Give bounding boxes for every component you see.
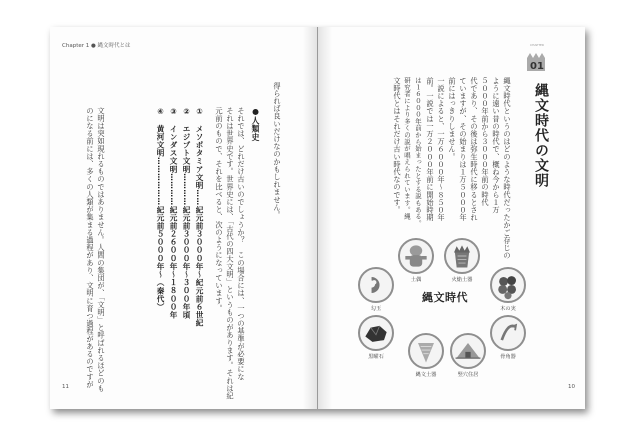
dogu-icon [398, 238, 434, 274]
chapter-number: 01 [530, 61, 544, 72]
civilization-list-item: ② エジプト文明…………紀元前３０００年～３００年頃 [182, 107, 191, 319]
left-page [50, 27, 318, 409]
item-label: 勾玉 [370, 306, 382, 312]
text-column: 得られば良いだけなのかもしれません。 [273, 82, 282, 219]
chapter-badge-label: CHAPTER [529, 43, 545, 47]
book-spread [50, 27, 585, 409]
magatama-icon [358, 267, 394, 303]
text-column: 一説によると、一万６０００年〜８５０年 [437, 77, 446, 222]
pit-dwelling-icon [450, 333, 486, 369]
text-column: 前にはっきりしません。 [448, 77, 457, 161]
civilization-list-item: ① メソポタミア文明……紀元前３０００年～紀元前６世紀 [195, 107, 204, 328]
text-column: 前。一説では一万２０００年前に開始時期 [426, 77, 435, 222]
text-column: 縄文時代というのはどのような時代だったかご存じの [503, 77, 512, 260]
civilization-list-item: ④ 黄河文明………………紀元前５０００年～（秦代） [156, 107, 165, 311]
text-column: それでは、どれだけ古いのでしょうか？ この場合には、一つの基準が必要にな [237, 107, 246, 381]
chapter-title: 縄文時代の文明 [533, 83, 549, 188]
right-page [318, 27, 585, 409]
item-label: 黒曜石 [368, 354, 384, 360]
text-column: 文時代とはそれだけ古い時代なのです。 [393, 77, 402, 214]
text-column: それは世界史です。世界史には、「古代の四大文明」というものがあります。それは紀 [226, 107, 235, 400]
item-label: 竪穴住居 [457, 372, 479, 378]
running-head: Chapter 1 ● 縄文時代とは [62, 43, 131, 49]
nuts-icon [490, 267, 526, 303]
text-column: ５０００年前から３０００年前の時代 [481, 77, 490, 207]
item-label: 縄文土器 [415, 372, 437, 378]
page-number: 10 [568, 384, 575, 390]
text-column: 研究者により多くの説が唱えられています。縄 [403, 77, 411, 220]
text-column: 元前のもので、それを比べると、次のようになっています。 [215, 107, 224, 313]
text-column: ように遠い昔の時代で、概ね今から１万 [492, 77, 501, 214]
text-column: 文明は突如現れるものではありません。人間の集団が、「文明」と呼ばれるほどのも [97, 107, 106, 393]
item-label: 火焔土器 [451, 277, 473, 283]
civilization-list-item: ③ インダス文明…………紀元前２６００年～１８００年 [169, 107, 178, 319]
bone-tool-icon [490, 315, 526, 351]
jomon-pottery-icon [408, 333, 444, 369]
flame-pottery-icon [444, 238, 480, 274]
section-heading: ●人類史 [251, 107, 260, 142]
page-number: 11 [62, 384, 69, 390]
item-label: 骨角器 [500, 354, 516, 360]
text-column: のになる前には、多くの人類が集まる過程があり、文明に育つ過程があるのですが [86, 107, 95, 389]
text-column: ていますが、その始まりは１万５０００年 [459, 77, 468, 222]
text-column: 代であり、その後は弥生時代に移るとされ [470, 77, 479, 222]
obsidian-icon [358, 315, 394, 351]
item-label: 土偶 [410, 277, 422, 283]
diagram-center-label: 縄文時代 [422, 291, 468, 304]
item-label: 木の実 [500, 306, 516, 312]
text-column: は１６０００年前から始まったとする説もある。 [414, 77, 422, 227]
